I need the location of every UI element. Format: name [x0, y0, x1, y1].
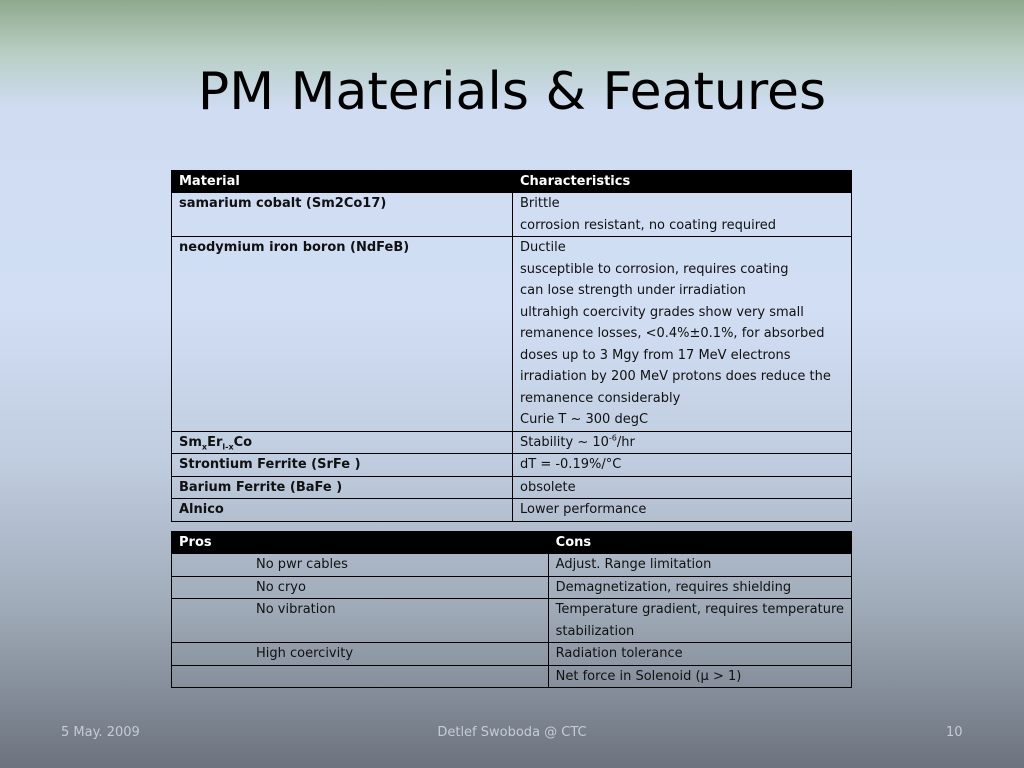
header-characteristics: Characteristics: [513, 171, 852, 193]
table-row: [172, 665, 852, 688]
table-row: [172, 454, 852, 477]
con-line: Temperature gradient, requires temperature: [555, 602, 844, 617]
table-row: [172, 237, 852, 432]
slide-title: PM Materials & Features: [197, 62, 827, 122]
con-line: stabilization: [555, 623, 635, 639]
formula-part: Sm: [179, 434, 202, 450]
characteristic-line: susceptible to corrosion, requires coating: [520, 261, 789, 277]
characteristic-line: ultrahigh coercivity grades show very small: [520, 304, 804, 320]
con-cell: Demagnetization, requires shielding: [548, 576, 851, 599]
table-row: [172, 431, 852, 454]
characteristic-line: Curie T ~ 300 degC: [520, 412, 649, 427]
pro-cell: High coercivity: [172, 643, 549, 666]
table-header-row: [172, 171, 852, 193]
con-cell: Radiation tolerance: [548, 643, 851, 666]
material-cell: Barium Ferrite (BaFe ): [172, 476, 513, 499]
pro-cell: [172, 665, 549, 688]
characteristic-line: remanence losses, <0.4%±0.1%, for absorbed: [520, 326, 825, 341]
characteristic-text: /hr: [616, 434, 635, 450]
characteristics-cell: Lower performance: [513, 499, 852, 522]
footer-author: Detlef Swoboda @ CTC: [437, 725, 587, 740]
material-cell: neodymium iron boron (NdFeB): [172, 237, 513, 432]
header-cons: Cons: [548, 532, 851, 554]
footer-date: 5 May. 2009: [61, 725, 140, 740]
table-row: [172, 643, 852, 666]
pro-cell: No pwr cables: [172, 554, 549, 577]
pro-cell: No cryo: [172, 576, 549, 599]
characteristics-cell: [513, 193, 852, 237]
table-row: [172, 499, 852, 522]
characteristics-cell: obsolete: [513, 476, 852, 499]
header-material: Material: [172, 171, 513, 193]
con-cell: Net force in Solenoid (µ > 1): [548, 665, 851, 688]
formula-subscript: l-x: [222, 442, 234, 452]
table-row: [172, 576, 852, 599]
characteristic-line: Brittle: [520, 196, 560, 211]
table-row: [172, 554, 852, 577]
formula-subscript: x: [201, 442, 208, 452]
characteristic-text: Stability ~ 10: [520, 434, 609, 450]
characteristic-line: corrosion resistant, no coating required: [520, 217, 777, 233]
material-cell: Strontium Ferrite (SrFe ): [172, 454, 513, 477]
table-row: [172, 193, 852, 237]
material-cell: samarium cobalt (Sm2Co17): [172, 193, 513, 237]
footer-page-number: 10: [946, 725, 963, 740]
material-cell: [172, 431, 513, 454]
table-header-row: [172, 532, 852, 554]
material-cell: Alnico: [172, 499, 513, 522]
characteristic-line: can lose strength under irradiation: [520, 283, 746, 298]
characteristics-cell: [513, 237, 852, 432]
table-row: [172, 599, 852, 643]
table-row: [172, 476, 852, 499]
characteristic-line: Ductile: [520, 240, 566, 255]
formula-part: Er: [207, 434, 223, 450]
pro-cell: No vibration: [172, 599, 549, 643]
header-pros: Pros: [172, 532, 549, 554]
pros-cons-table: [171, 531, 852, 688]
con-cell: [548, 599, 851, 643]
characteristic-line: irradiation by 200 MeV protons does reduce the: [520, 369, 831, 384]
characteristic-line: remanence considerably: [520, 390, 681, 406]
formula-part: Co: [233, 434, 253, 450]
materials-table: [171, 170, 852, 522]
characteristic-line: doses up to 3 Mgy from 17 MeV electrons: [520, 347, 791, 363]
con-cell: Adjust. Range limitation: [548, 554, 851, 577]
characteristics-cell: dT = -0.19%/°C: [513, 454, 852, 477]
characteristic-superscript: -6: [608, 433, 617, 443]
characteristics-cell: [513, 431, 852, 454]
